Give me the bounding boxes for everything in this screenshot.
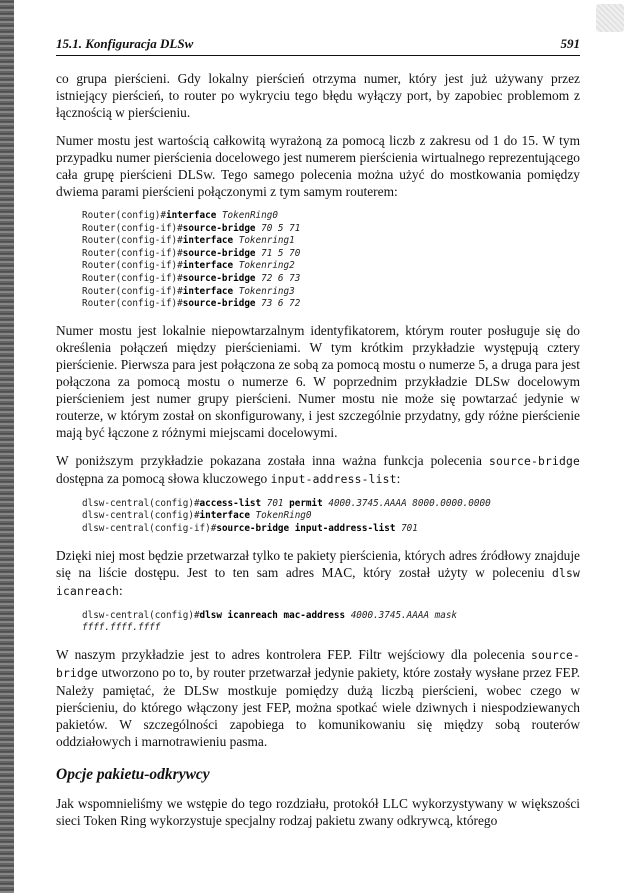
code-line: dlsw-central(config)#dlsw icanreach mac-address 4000.3745.AAAA mask bbox=[82, 609, 458, 621]
code-line: Router(config-if)#source-bridge 73 6 72 bbox=[82, 298, 301, 310]
code-line: Router(config-if)#source-bridge 70 5 71 bbox=[82, 222, 301, 234]
section-heading: Opcje pakietu-odkrywcy bbox=[56, 765, 210, 783]
paragraph-7: Jak wspomnieliśmy we wstępie do tego rozdziału, protokół LLC wykorzystywany w większości sieci Token Ring wykorzystuje specjalny rodzaj pakietu zwany odkrywcą, którego bbox=[56, 795, 580, 828]
code-line: Router(config-if)#interface Tokenring2 bbox=[82, 260, 295, 272]
inline-code: input-address-list bbox=[270, 472, 397, 486]
paragraph-1: co grupa pierścieni. Gdy lokalny pierścień otrzyma numer, który jest już używany przez istniejący pierścień, to router po wykryciu tego błędu wyłączy port, by zapobiec problemom z łącznością w pierścieniu. bbox=[56, 71, 580, 120]
scan-artifact bbox=[596, 4, 624, 32]
code-line: Router(config-if)#source-bridge 72 6 73 bbox=[82, 272, 301, 284]
code-line: dlsw-central(config)#interface TokenRing0 bbox=[82, 510, 312, 522]
section-title: 15.1. Konfiguracja DLSw bbox=[56, 36, 194, 51]
paragraph-2: Numer mostu jest wartością całkowitą wyrażoną za pomocą liczb z zakresu od 1 do 15. W tym przypadku numer pierścienia docelowego jest numerem pierścienia wirtualnego reprezentującego cała grupę pierścieni DLSw. Tego samego polecenia można użyć do mostkowania pomiędzy dwiema parami pierścieni połączonymi z tym samym routerem: bbox=[56, 133, 580, 199]
code-block-1 bbox=[82, 210, 580, 311]
running-header bbox=[56, 36, 580, 56]
code-line: Router(config-if)#interface Tokenring3 bbox=[82, 285, 295, 297]
paragraph-4: W poniższym przykładzie pokazana została inna ważna funkcja polecenia source-bridge dostępna za pomocą słowa kluczowego input-address-list: bbox=[56, 452, 580, 486]
paragraph-5: Dzięki niej most będzie przetwarzał tylko te pakiety pierścienia, których adres źródłowy znajduje się na liście dostępu. Jest to ten sam adres MAC, który został użyty w poleceniu dlsw icanreach: bbox=[56, 547, 580, 598]
scanned-binding-edge bbox=[0, 0, 14, 893]
code-line: dlsw-central(config)#access-list 701 permit 4000.3745.AAAA 8000.0000.0000 bbox=[82, 497, 491, 509]
code-line: Router(config-if)#source-bridge 71 5 70 bbox=[82, 247, 301, 259]
code-line: Router(config-if)#interface Tokenring1 bbox=[82, 235, 295, 247]
paragraph-6: W naszym przykładzie jest to adres kontrolera FEP. Filtr wejściowy dla polecenia source-bridge utworzono po to, by router przetwarzał jedynie pakiety, które zostały wysłane przez FEP. Należy pamiętać, że DLSw mostkuje pomiędzy dużą liczbą pierścieni, wobec czego w pierścieniu, do którego włączony jest FEP, można spotkać wiele dziwnych i niespodziewanych pakietów. W szczególności zapobiega to komunikowaniu się między sobą routerów oddziałowych i marnotrawieniu pasma. bbox=[56, 646, 580, 749]
book-page bbox=[56, 36, 580, 829]
page-number: 591 bbox=[560, 36, 580, 51]
code-block-2 bbox=[82, 498, 580, 536]
code-block-3 bbox=[82, 610, 580, 635]
inline-code: source-bridge bbox=[488, 454, 580, 468]
inline-code: source-bridge bbox=[56, 648, 580, 680]
code-line: dlsw-central(config-if)#source-bridge input-address-list 701 bbox=[82, 522, 418, 534]
inline-code: dlsw icanreach bbox=[56, 566, 580, 598]
code-line: ffff.ffff.ffff bbox=[82, 622, 161, 634]
paragraph-3: Numer mostu jest lokalnie niepowtarzalnym identyfikatorem, którym router posługuje się do określenia połączeń między pierścieniami. W tym krótkim przykładzie występują cztery pierścienie. Pierwsza para jest połączona ze sobą za pomocą mostu o numerze 5, a druga para jest połączona za pomocą mostu o numerze 6. W poprzednim przykładzie DLSw docelowym pierścieniem jest numer grupy pierścieni. Numer mostu nie może się powtarzać jedynie w routerze, w którym został on skonfigurowany, i jest szczególnie przydatny, gdy różne pierścienie mają być łączone z różnymi miejscami docelowymi. bbox=[56, 322, 580, 440]
code-line: Router(config)#interface TokenRing0 bbox=[82, 210, 278, 221]
